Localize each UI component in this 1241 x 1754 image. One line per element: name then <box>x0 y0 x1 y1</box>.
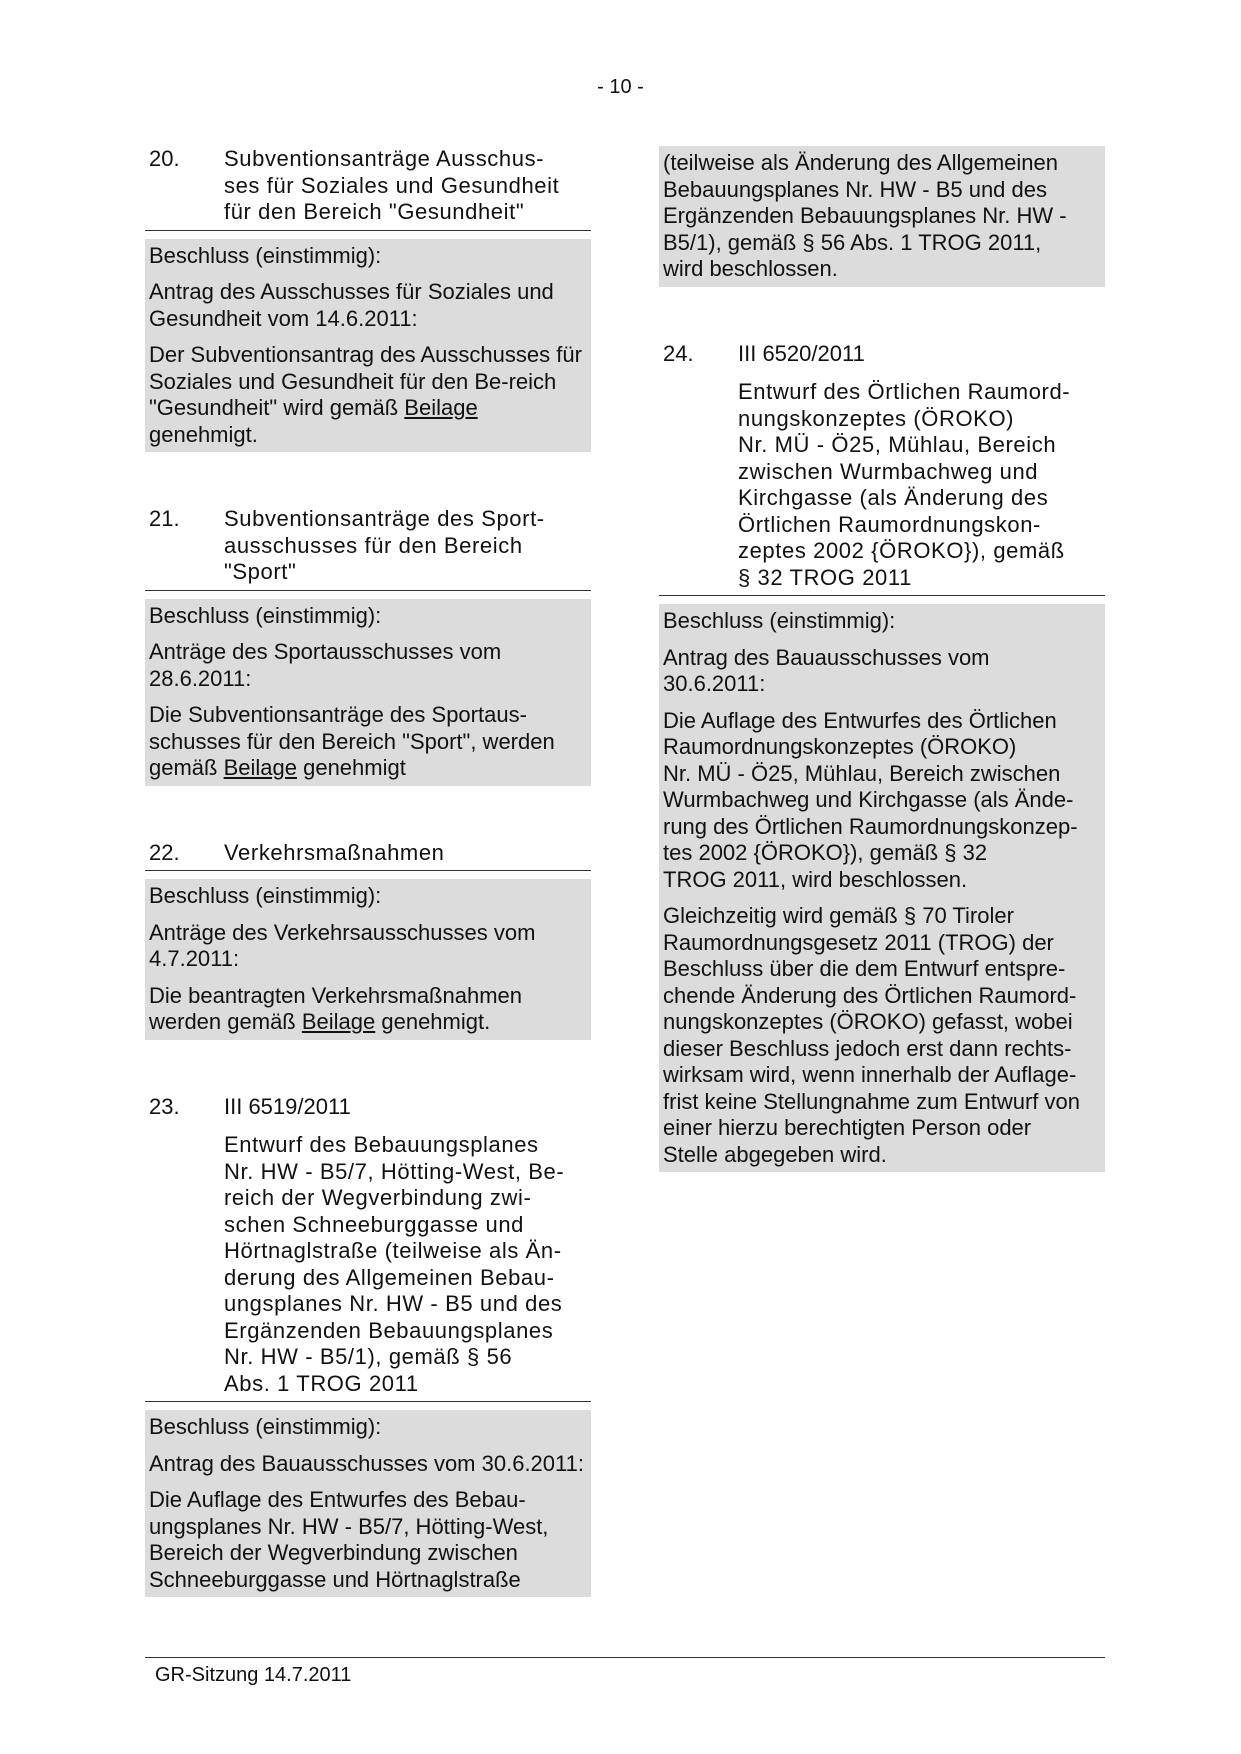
decision-box <box>145 599 591 786</box>
motion-text: Anträge des Sportausschusses vom 28.6.2011: <box>149 639 502 691</box>
decision-label: Beschluss (einstimmig): <box>149 883 382 908</box>
decision-box <box>145 879 591 1040</box>
item-heading <box>145 506 591 591</box>
beilage-link[interactable]: Beilage <box>301 1009 376 1034</box>
decision-text: Die beantragten Verkehrsmaßnahmen werden gemäß Beilage genehmigt. <box>149 982 522 1034</box>
decision-text: Die Auflage des Entwurfes des Bebau- ungsplanes Nr. HW - B5/7, Hötting-West, Bereich der Wegverbindung zwischen Schneeburggasse und Hörtnaglstraße <box>149 1487 549 1592</box>
beilage-link[interactable]: Beilage <box>223 755 297 780</box>
decision-text-2: Gleichzeitig wird gemäß § 70 Tiroler Raumordnungsgesetz 2011 (TROG) der Beschluss über die dem Entwurf entspre- chende Änderung des Örtlichen Raumord- nungskonzeptes (ÖROKO) gefasst, wobei dieser Beschluss jedoch erst dann rechts- wirksam wird, wenn innerhalb der Auflage- frist keine Stellungnahme zum Entwurf von einer hierzu berechtigten Person oder Stelle abgegeben wird. <box>663 903 1080 1167</box>
item-number: 22. <box>149 839 180 865</box>
decision-box <box>145 1410 591 1597</box>
item-code: III 6519/2011 <box>224 1093 351 1119</box>
decision-text-continued: (teilweise als Änderung des Allgemeinen Bebauungsplanes Nr. HW - B5 und des Ergänzenden Bebauungsplanes Nr. HW - B5/1), gemäß § 56 Abs. 1 TROG 2011, wird beschlossen. <box>663 150 1067 281</box>
decision-text: Der Subventionsantrag des Ausschusses für Soziales und Gesundheit für den Be-reich "Gesundheit" wird gemäß Beilage genehmigt. <box>149 342 582 447</box>
decision-label: Beschluss (einstimmig): <box>149 1414 382 1439</box>
decision-text: Die Subventionsanträge des Sportaus-schusses für den Bereich "Sport", werden gemäß Beilage genehmigt <box>149 702 555 780</box>
agenda-item-21 <box>145 506 591 786</box>
item-heading <box>145 840 591 872</box>
beilage-link[interactable]: Beilage <box>404 395 478 420</box>
item-number: 23. <box>149 1093 180 1119</box>
motion-text: Antrag des Ausschusses für Soziales und Gesundheit vom 14.6.2011: <box>149 279 554 331</box>
agenda-item-24 <box>659 341 1105 1173</box>
decision-label: Beschluss (einstimmig): <box>149 602 382 628</box>
item-title: III 6519/2011 Entwurf des Bebauungsplanes Nr. HW - B5/7, Hötting-West, Be- reich der Wegverbindung zwi- schen Schneeburggasse und Hörtnaglstraße (teilweise als Än- derung des Allgemeinen Bebau- ungsplanes Nr. HW - B5 und des Ergänzenden Bebauungsplanes Nr. HW - B5/1), gemäß § 56 Abs. 1 TROG 2011 <box>224 1094 591 1398</box>
motion-text: Anträge des Verkehrsausschusses vom 4.7.2011: <box>149 919 536 971</box>
item-code: III 6520/2011 <box>738 340 865 366</box>
item-number: 24. <box>663 340 694 366</box>
footer-text: GR-Sitzung 14.7.2011 <box>155 1664 352 1686</box>
footer-divider <box>145 1657 1105 1658</box>
decision-label: Beschluss (einstimmig): <box>663 608 896 633</box>
left-column <box>145 146 591 1597</box>
decision-box <box>145 239 591 453</box>
agenda-item-23 <box>145 1094 591 1598</box>
right-column <box>659 146 1105 1172</box>
item-number: 20. <box>149 146 180 171</box>
item-title: Subventionsanträge des Sport- ausschusses für den Bereich "Sport" <box>224 506 545 584</box>
decision-box <box>659 604 1105 1172</box>
motion-text: Antrag des Bauausschusses vom 30.6.2011: <box>149 1450 584 1476</box>
page-number: - 10 - <box>597 76 644 98</box>
item-number: 21. <box>149 506 180 531</box>
decision-text: Die Auflage des Entwurfes des Örtlichen Raumordnungskonzeptes (ÖROKO) Nr. MÜ - Ö25, Mühlau, Bereich zwischen Wurmbachweg und Kirchgasse (als Ände- rung des Örtlichen Raumordnungskonzep- tes 2002 {ÖROKO}), gemäß § 32 TROG 2011, wird beschlossen. <box>663 707 1078 892</box>
item-title: Subventionsanträge Ausschus- ses für Soziales und Gesundheit für den Bereich "Gesundheit" <box>224 146 560 224</box>
item-heading <box>659 341 1105 597</box>
motion-text: Antrag des Bauausschusses vom 30.6.2011: <box>663 644 990 696</box>
item-title: III 6520/2011 Entwurf des Örtlichen Raumord- nungskonzeptes (ÖROKO) Nr. MÜ - Ö25, Mühlau, Bereich zwischen Wurmbachweg und Kirchgasse (als Änderung des Örtlichen Raumordnungskon- zeptes 2002 {ÖROKO}), gemäß § 32 TROG 2011 <box>738 341 1105 592</box>
item-heading <box>145 1094 591 1403</box>
agenda-item-20 <box>145 146 591 452</box>
item-heading <box>145 146 591 231</box>
decision-label: Beschluss (einstimmig): <box>149 242 382 268</box>
decision-box-continued <box>659 146 1105 287</box>
agenda-item-22 <box>145 840 591 1040</box>
item-title: Verkehrsmaßnahmen <box>224 839 445 865</box>
